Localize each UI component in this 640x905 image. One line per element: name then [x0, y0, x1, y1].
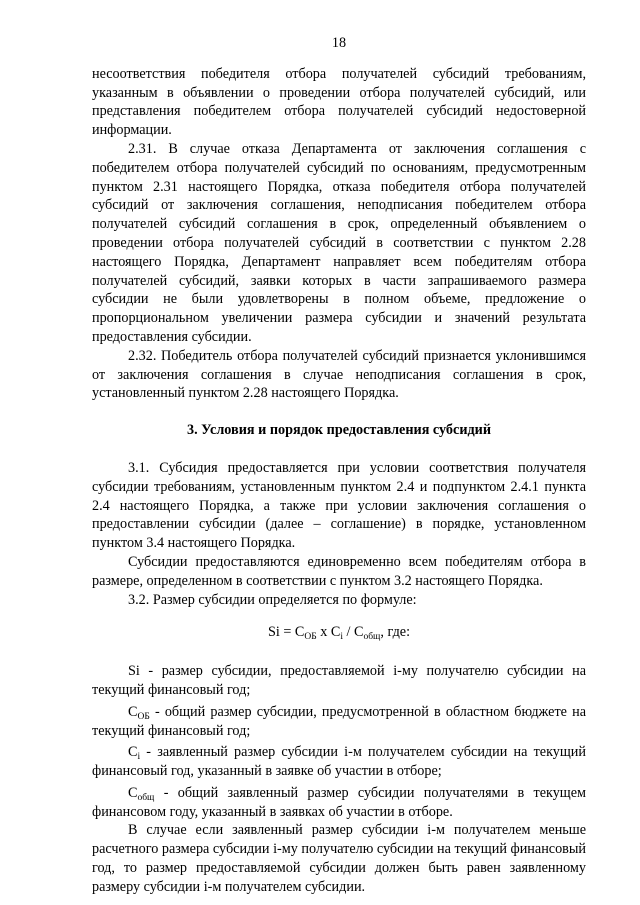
formula-div: / C: [342, 624, 364, 641]
paragraph-continuation: несоответствия победителя отбора получателей субсидий требованиям, указанным в объявлении о проведении отбора получателей субсидий, или представления победителем отбора получателей субсидий недостоверной информации.: [92, 65, 586, 139]
formula-tail: , где:: [380, 624, 411, 641]
definition-c-ob-sub: ОБ: [137, 711, 150, 722]
definition-c-ob-symbol: C: [128, 703, 138, 720]
definition-c-ob-text: - общий размер субсидии, предусмотренной в областном бюджете на текущий финансовый год;: [92, 703, 586, 739]
paragraph-final: В случае если заявленный размер субсидии i-м получателем меньше расчетного размера субсидии i-му получателю субсидии на текущий финансовый год, то размер предоставляемой субсидии должен быть равен заявленному размеру субсидии i-м получателем субсидии.: [92, 822, 586, 895]
paragraph-2-32: 2.32. Победитель отбора получателей субсидий признается уклонившимся от заключения соглашения в случае неподписания соглашения в срок, установленный пунктом 2.28 настоящего Порядка.: [92, 347, 586, 402]
subsidy-formula: [92, 623, 586, 642]
formula-sub-ob: ОБ: [304, 632, 317, 643]
formula-si: Si: [267, 624, 280, 641]
paragraph-subsidies-once: Субсидии предоставляются единовременно всем победителям отбора в размере, определенном в соответствии с пунктом 3.2 настоящего Порядка.: [92, 553, 586, 589]
paragraph-2-31: 2.31. В случае отказа Департамента от заключения соглашения с победителем отбора получателей субсидий по основаниям, предусмотренным пунктом 2.31 настоящего Порядка, отказа победителя отбора получателей субсидий от заключения соглашения, неподписания победителем отбора получателей субсидий соглашения в срок, определенный объявлением о проведении отбора получателей субсидий в соответствии с пунктом 2.28 настоящего Порядка, Департамент направляет всем победителям отбора получателей субсидий, заявки которых в части запрашиваемого размера субсидии не были удовлетворены в полном объеме, предложение о пропорциональном увеличении размера субсидии и значений результата предоставления субсидии.: [92, 140, 586, 345]
definition-c-i-symbol: C: [128, 744, 138, 761]
paragraph-3-1: 3.1. Субсидия предоставляется при условии соответствия получателя субсидии требованиям, установленным пунктом 2.4 и подпунктом 2.4.1 пункта 2.4 настоящего Порядка, а также при условии заключения соглашения о предоставлении субсидии (далее – соглашение) в порядке, установленном пунктом 3.4 настоящего Порядка.: [92, 459, 586, 552]
definition-c-total-symbol: C: [128, 784, 138, 801]
definition-c-total-text: - общий заявленный размер субсидии получателями в текущем финансовом году, указанный в заявках об участии в отборе.: [92, 784, 586, 820]
definition-c-total: [92, 784, 586, 822]
formula-sub-total: общ: [363, 632, 381, 643]
paragraph-3-2: 3.2. Размер субсидии определяется по формуле:: [128, 591, 417, 608]
section-heading: 3. Условия и порядок предоставления субсидий: [186, 422, 492, 439]
definition-si: Si - размер субсидии, предоставляемой i-му получателю субсидии на текущий финансовый год;: [92, 663, 586, 698]
formula-eq: = C: [279, 624, 305, 641]
definition-c-total-sub: общ: [137, 792, 155, 803]
page-number: 18: [331, 35, 347, 51]
definition-c-i: [92, 743, 586, 781]
definition-c-i-sub: i: [137, 752, 141, 763]
formula-mult: x C: [316, 624, 341, 641]
definition-c-i-text: - заявленный размер субсидии i-м получателем субсидии на текущий финансовый год, указанный в заявке об участии в отборе;: [92, 744, 586, 780]
definition-c-ob: [92, 703, 586, 741]
formula-sub-i: i: [340, 632, 343, 643]
